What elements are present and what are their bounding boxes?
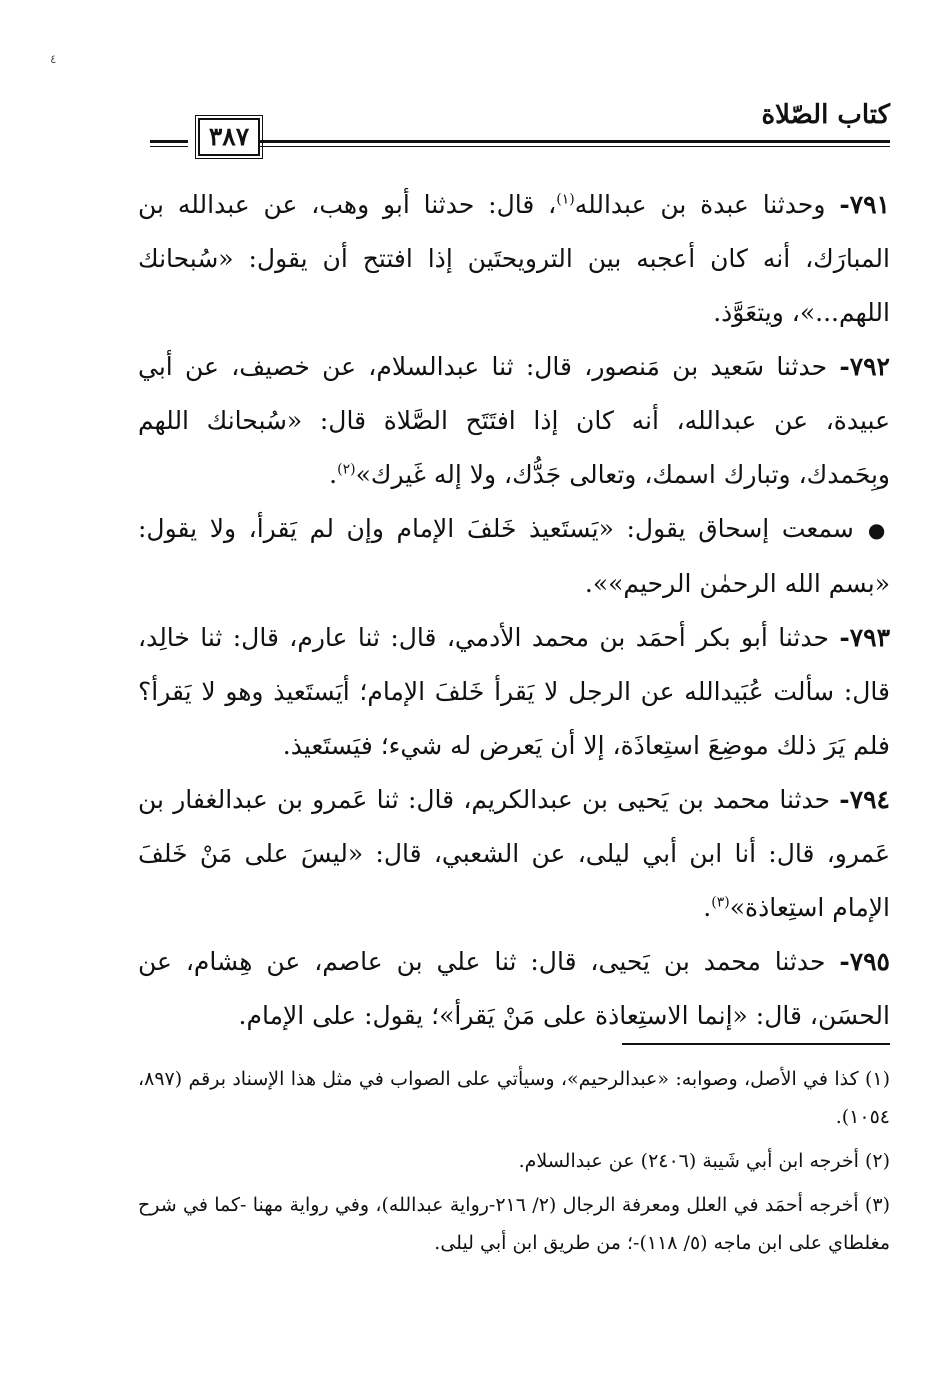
footnote-ref: (٣) xyxy=(711,894,730,911)
hadith-entry-792 xyxy=(138,340,890,502)
hadith-entry-791 xyxy=(138,178,890,340)
entry-text: سمعت إسحاق يقول: «يَستَعيذ خَلفَ الإمام وإن لم يَقرأ، ولا يقول: «بسم الله الرحمٰن الرحيم»». xyxy=(138,514,890,598)
margin-mark: ٤ xyxy=(50,52,57,66)
entry-text: حدثنا محمد بن يَحيى بن عبدالكريم، قال: ثنا عَمرو بن عبدالغفار بن عَمرو، قال: أنا ابن أبي ليلى، عن الشعبي، قال: «ليسَ على مَنْ خَلفَ الإمام استِعاذة» xyxy=(138,785,890,922)
entry-text-continued: . xyxy=(703,893,712,922)
entry-text: وحدثنا عبدة بن عبدالله xyxy=(574,190,826,219)
footnotes xyxy=(138,1060,890,1268)
entry-text: حدثنا أبو بكر أحمَد بن محمد الأدمي، قال: ثنا عارم، قال: ثنا خالِد، قال: سألت عُبَيدالله عن الرجل لا يَقرأ خَلفَ الإمام؛ أيَستَعيذ وهو لا يَقرأ؟ فلم يَرَ ذلك موضِعَ استِعاذَة، إلا أن يَعرض له شيء؛ فيَستَعيذ. xyxy=(138,623,890,760)
entry-text: حدثنا محمد بن يَحيى، قال: ثنا علي بن عاصم، عن هِشام، عن الحسَن، قال: «إنما الاستِعاذة على مَنْ يَقرأ»؛ يقول: على الإمام. xyxy=(138,947,890,1030)
hadith-entry-793 xyxy=(138,611,890,773)
entry-text: حدثنا سَعيد بن مَنصور، قال: ثنا عبدالسلام، عن خصيف، عن أبي عبيدة، عن عبدالله، أنه كان إذا افتَتَح الصَّلاة قال: «سُبحانك اللهم وبِحَمدك، وتبارك اسمك، وتعالى جَدُّك، ولا إله غَيرك» xyxy=(138,352,890,489)
main-text xyxy=(138,178,890,1043)
footnote-3: (٣) أخرجه أحمَد في العلل ومعرفة الرجال (٢/ ٢١٦-رواية عبدالله)، وفي رواية مهنا -كما في شرح مغلطاي على ابن ماجه (٥/ ١١٨)-؛ من طريق ابن أبي ليلى. xyxy=(138,1194,890,1254)
bullet-icon: ● xyxy=(867,518,890,542)
hadith-entry-795 xyxy=(138,935,890,1043)
book-title: كتاب الصّلاة xyxy=(761,100,890,130)
footnote-2: (٢) أخرجه ابن أبي شَيبة (٢٤٠٦) عن عبدالسلام. xyxy=(518,1150,890,1172)
header-rule-left xyxy=(150,140,188,147)
entry-number: ٧٩٣- xyxy=(839,623,891,652)
bullet-entry xyxy=(138,502,890,611)
hadith-entry-794 xyxy=(138,773,890,935)
footnote-1: (١) كذا في الأصل، وصوابه: «عبدالرحيم»، وسيأتي على الصواب في مثل هذا الإسناد برقم (٨٩٧، ١٠٥٤). xyxy=(138,1068,890,1128)
footnote-separator xyxy=(622,1043,890,1045)
entry-number: ٧٩٥- xyxy=(839,947,890,976)
page-number-box: ٣٨٧ xyxy=(198,118,260,156)
footnote-ref: (٢) xyxy=(337,461,356,478)
entry-number: ٧٩١- xyxy=(839,190,890,219)
entry-number: ٧٩٤- xyxy=(839,785,890,814)
entry-number: ٧٩٢- xyxy=(839,352,890,381)
entry-text-continued: . xyxy=(329,460,338,489)
entry-text-continued: ، قال: حدثنا أبو وهب، عن عبدالله بن المبارَك، أنه كان أعجبه بين الترويحتَين إذا افتتح أن يقول: «سُبحانك اللهم...»، ويتعَوَّذ. xyxy=(138,190,890,327)
footnote-ref: (١) xyxy=(556,191,575,208)
page-header xyxy=(150,100,890,156)
header-rule xyxy=(260,140,890,147)
